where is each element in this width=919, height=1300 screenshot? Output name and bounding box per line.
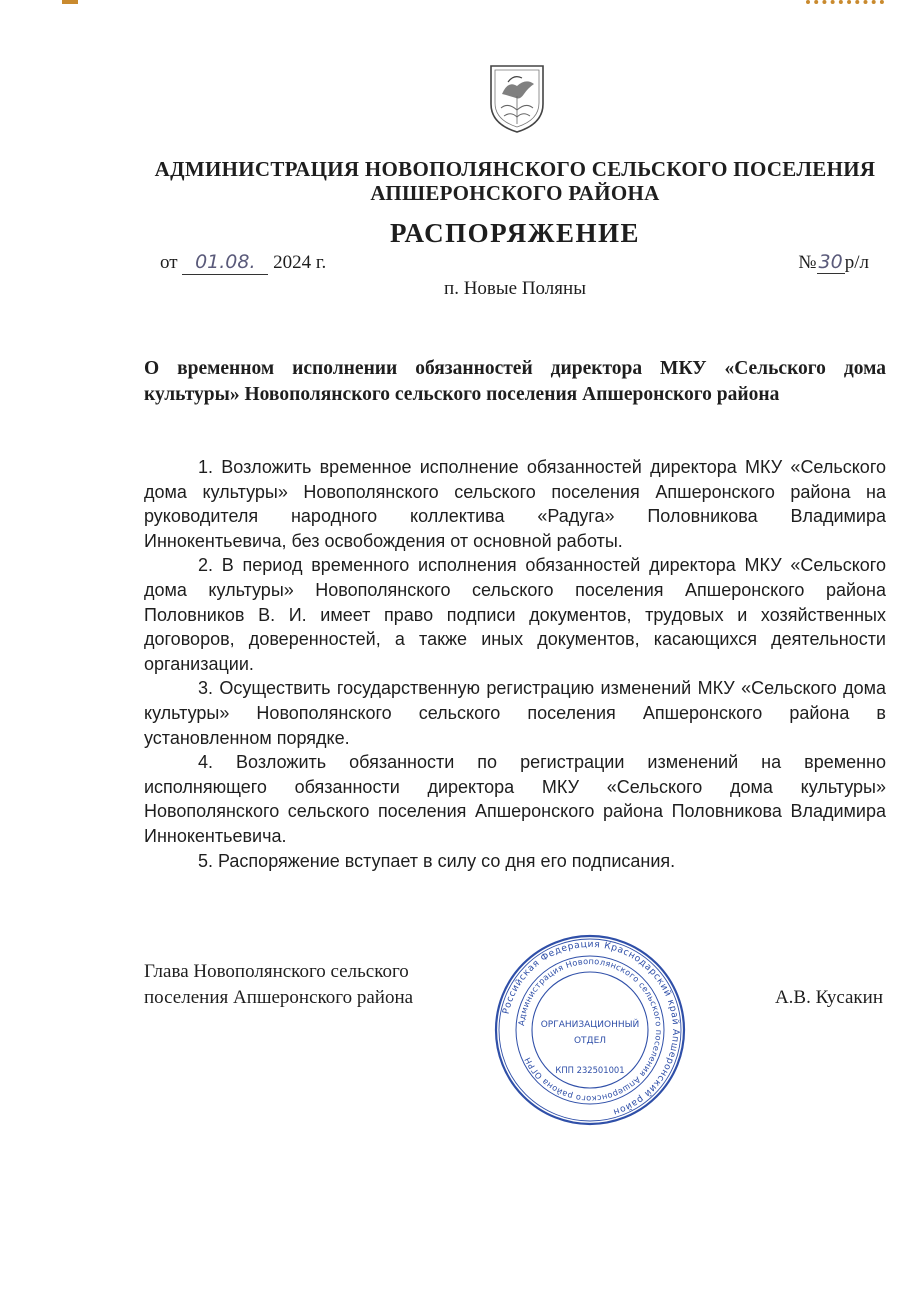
signatory-title: [144, 959, 413, 1011]
number-suffix: р/л: [844, 252, 869, 273]
scan-edge-mark-right: [806, 0, 884, 4]
organization-name-line2: АПШЕРОНСКОГО РАЙОНА: [370, 181, 660, 205]
signatory-name: А.В. Кусакин: [774, 987, 883, 1008]
stamp-outer-ring-text: Российская Федерация Краснодарский край Апшеронский район: [500, 938, 682, 1118]
paragraph-5: 5. Распоряжение вступает в силу со дня его подписания.: [198, 850, 676, 871]
document-number: [798, 251, 869, 274]
paragraph-3: 3. Осуществить государственную регистрацию изменений МКУ «Сельского дома культуры» Новополянского сельского поселения Апшеронского района в установленном порядке.: [144, 678, 886, 748]
stamp-center-line1: ОРГАНИЗАЦИОННЫЙ: [540, 1020, 640, 1030]
document-place: п. Новые Поляны: [444, 278, 586, 299]
official-stamp: [492, 932, 688, 1128]
signatory-title-line2: поселения Апшеронского района: [144, 987, 414, 1008]
paragraph-4: 4. Возложить обязанности по регистрации изменений на временно исполняющего обязанности директора МКУ «Сельского дома культуры» Новополянского сельского поселения Апшеронского района Половникова Владимира Иннокентьевича.: [144, 752, 886, 846]
document-type-title: РАСПОРЯЖЕНИЕ: [389, 218, 641, 248]
coat-of-arms-icon: [486, 60, 548, 134]
scan-edge-mark-left: [62, 0, 78, 4]
stamp-kpp: КПП 232501001: [555, 1065, 625, 1075]
stamp-inner-ring-text: Администрация Новополянского сельского поселения Апшеронского района ОГРН: [516, 955, 665, 1105]
number-prefix: №: [798, 252, 817, 273]
date-handwritten: 01.08.: [195, 251, 256, 273]
document-date: [160, 251, 326, 275]
document-body: [144, 455, 886, 873]
number-handwritten: 30: [818, 251, 843, 273]
paragraph-2: 2. В период временного исполнения обязанностей директора МКУ «Сельского дома культуры» Новополянского сельского поселения Апшеронского района Половников В. И. имеет право подписи документов, трудовых и хозяйственных договоров, доверенностей, а также иных документов, касающихся деятельности организации.: [144, 555, 886, 674]
document-subject: О временном исполнении обязанностей директора МКУ «Сельского дома культуры» Новополянского сельского поселения Апшеронского района: [144, 358, 886, 405]
stamp-center-line2: ОТДЕЛ: [573, 1036, 607, 1046]
paragraph-1: 1. Возложить временное исполнение обязанностей директора МКУ «Сельского дома культуры» Новополянского сельского поселения Апшеронского района на руководителя народного коллектива «Радуга» Половникова Владимира Иннокентьевича, без освобождения от основной работы.: [144, 457, 886, 551]
date-suffix: 2024 г.: [273, 252, 327, 273]
signatory-title-line1: Глава Новополянского сельского: [144, 961, 409, 982]
organization-name-line1: АДМИНИСТРАЦИЯ НОВОПОЛЯНСКОГО СЕЛЬСКОГО ПОСЕЛЕНИЯ: [154, 157, 876, 181]
date-prefix: от: [160, 252, 178, 273]
